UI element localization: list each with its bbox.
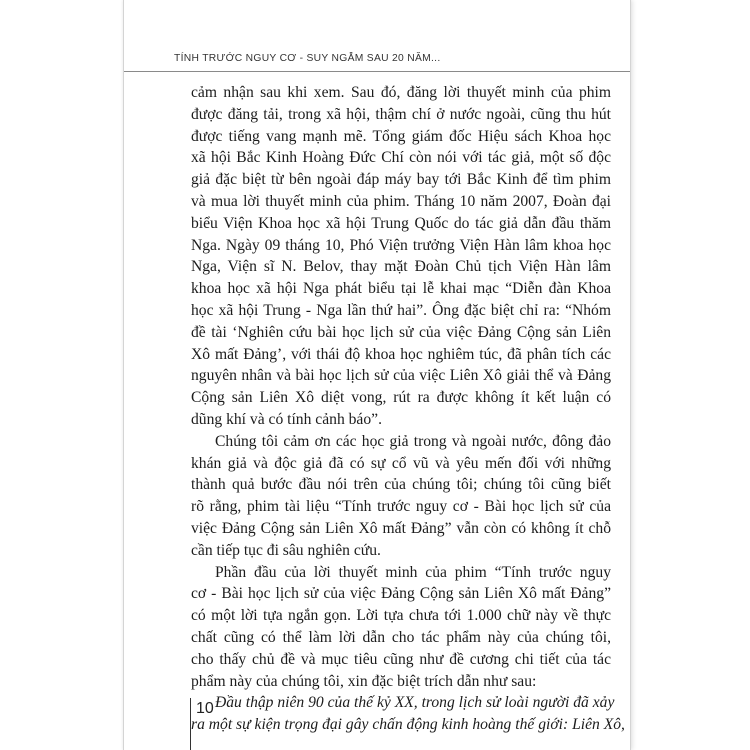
text-line: Đầu thập niên 90 của thế kỷ XX, trong lịch sử loài người đã xảy bbox=[215, 694, 615, 712]
text-line: cho thấy chủ đề và mục tiêu cũng như đề cương chi tiết của tác bbox=[191, 650, 611, 668]
header-rule bbox=[124, 71, 630, 72]
text-line: việc Đảng Cộng sản Liên Xô mất Đảng” vẫn còn có không ít chỗ bbox=[191, 519, 611, 537]
text-line: xã hội Bắc Kinh Hoàng Đức Chí còn nói với tác giả, một số độc bbox=[191, 149, 611, 167]
text-line: được tiếng vang mạnh mẽ. Tổng giám đốc Hiệu sách Khoa học bbox=[191, 127, 611, 145]
text-line: cảm nhận sau khi xem. Sau đó, đăng lời thuyết minh của phim bbox=[191, 84, 611, 101]
text-line: rõ rằng, phim tài liệu “Tính trước nguy cơ - Bài học lịch sử của bbox=[191, 498, 611, 516]
text-line: được đăng tải, trong xã hội, thậm chí ở nước ngoài, cũng thu hút bbox=[191, 105, 611, 123]
text-line: Phần đầu của lời thuyết minh của phim “Tính trước nguy bbox=[215, 563, 611, 581]
running-head: TÍNH TRƯỚC NGUY CƠ - SUY NGẪM SAU 20 NĂM... bbox=[174, 53, 441, 64]
text-line: Nga, Viện sĩ N. Belov, thay mặt Đoàn Chủ tịch Viện Hàn lâm bbox=[191, 258, 611, 276]
text-line: thành quả bước đầu nói trên của chúng tôi; chúng tôi cũng biết bbox=[191, 476, 611, 494]
page-number: 10 bbox=[196, 700, 214, 717]
book-page bbox=[123, 0, 631, 750]
text-line: cơ - Bài học lịch sử của việc Đảng Cộng sản Liên Xô mất Đảng” bbox=[191, 585, 611, 603]
text-line: Nga. Ngày 09 tháng 10, Phó Viện trưởng Viện Hàn lâm khoa học bbox=[191, 236, 611, 254]
text-line: khán giả và độc giả đã có sự cổ vũ và yêu mến đối với những bbox=[191, 454, 611, 472]
text-line: có một lời tựa ngắn gọn. Lời tựa chưa tới 1.000 chữ này về thực bbox=[191, 607, 611, 625]
text-line: học xã hội Trung - Nga lần thứ hai”. Ông đặc biệt chỉ ra: “Nhóm bbox=[191, 301, 611, 319]
paragraph bbox=[191, 431, 611, 562]
folio-rule bbox=[190, 698, 191, 750]
text-line: dũng khí và có tính cảnh báo”. bbox=[191, 410, 382, 428]
text-line: và mua lời thuyết minh của phim. Tháng 10 năm 2007, Đoàn đại bbox=[191, 192, 611, 210]
text-line: cần tiếp tục đi sâu nghiên cứu. bbox=[191, 541, 381, 559]
text-line: ra một sự kiện trọng đại gây chấn động kinh hoàng thế giới: Liên Xô, bbox=[191, 716, 625, 734]
text-line: phẩm này của chúng tôi, xin đặc biệt trích dẫn như sau: bbox=[191, 672, 537, 690]
paragraph bbox=[191, 82, 611, 431]
text-line: khoa học xã hội Nga phát biểu tại lễ khai mạc “Diễn đàn Khoa bbox=[191, 280, 611, 298]
text-line: đề tài ‘Nghiên cứu bài học lịch sử của việc Đảng Cộng sản Liên bbox=[191, 323, 611, 341]
text-line: Cộng sản Liên Xô diệt vong, rút ra được không ít kết luận có bbox=[191, 389, 611, 407]
body-text bbox=[191, 82, 625, 736]
text-line: nguyên nhân và bài học lịch sử của việc Liên Xô giải thể và Đảng bbox=[191, 367, 611, 385]
paragraph bbox=[191, 692, 625, 736]
text-line: chất cũng có thể làm lời dẫn cho tác phẩm này của chúng tôi, bbox=[191, 628, 611, 646]
text-line: Chúng tôi cảm ơn các học giả trong và ngoài nước, đông đảo bbox=[215, 432, 611, 450]
text-line: giả đặc biệt từ bên ngoài đáp máy bay tới Bắc Kinh để tìm phim bbox=[191, 171, 611, 189]
text-line: Xô mất Đảng’, với thái độ khoa học nghiêm túc, đã phân tích các bbox=[191, 345, 611, 363]
text-line: biểu Viện Khoa học xã hội Trung Quốc do tác giả dẫn đầu thăm bbox=[191, 214, 611, 232]
paragraph bbox=[191, 562, 611, 693]
